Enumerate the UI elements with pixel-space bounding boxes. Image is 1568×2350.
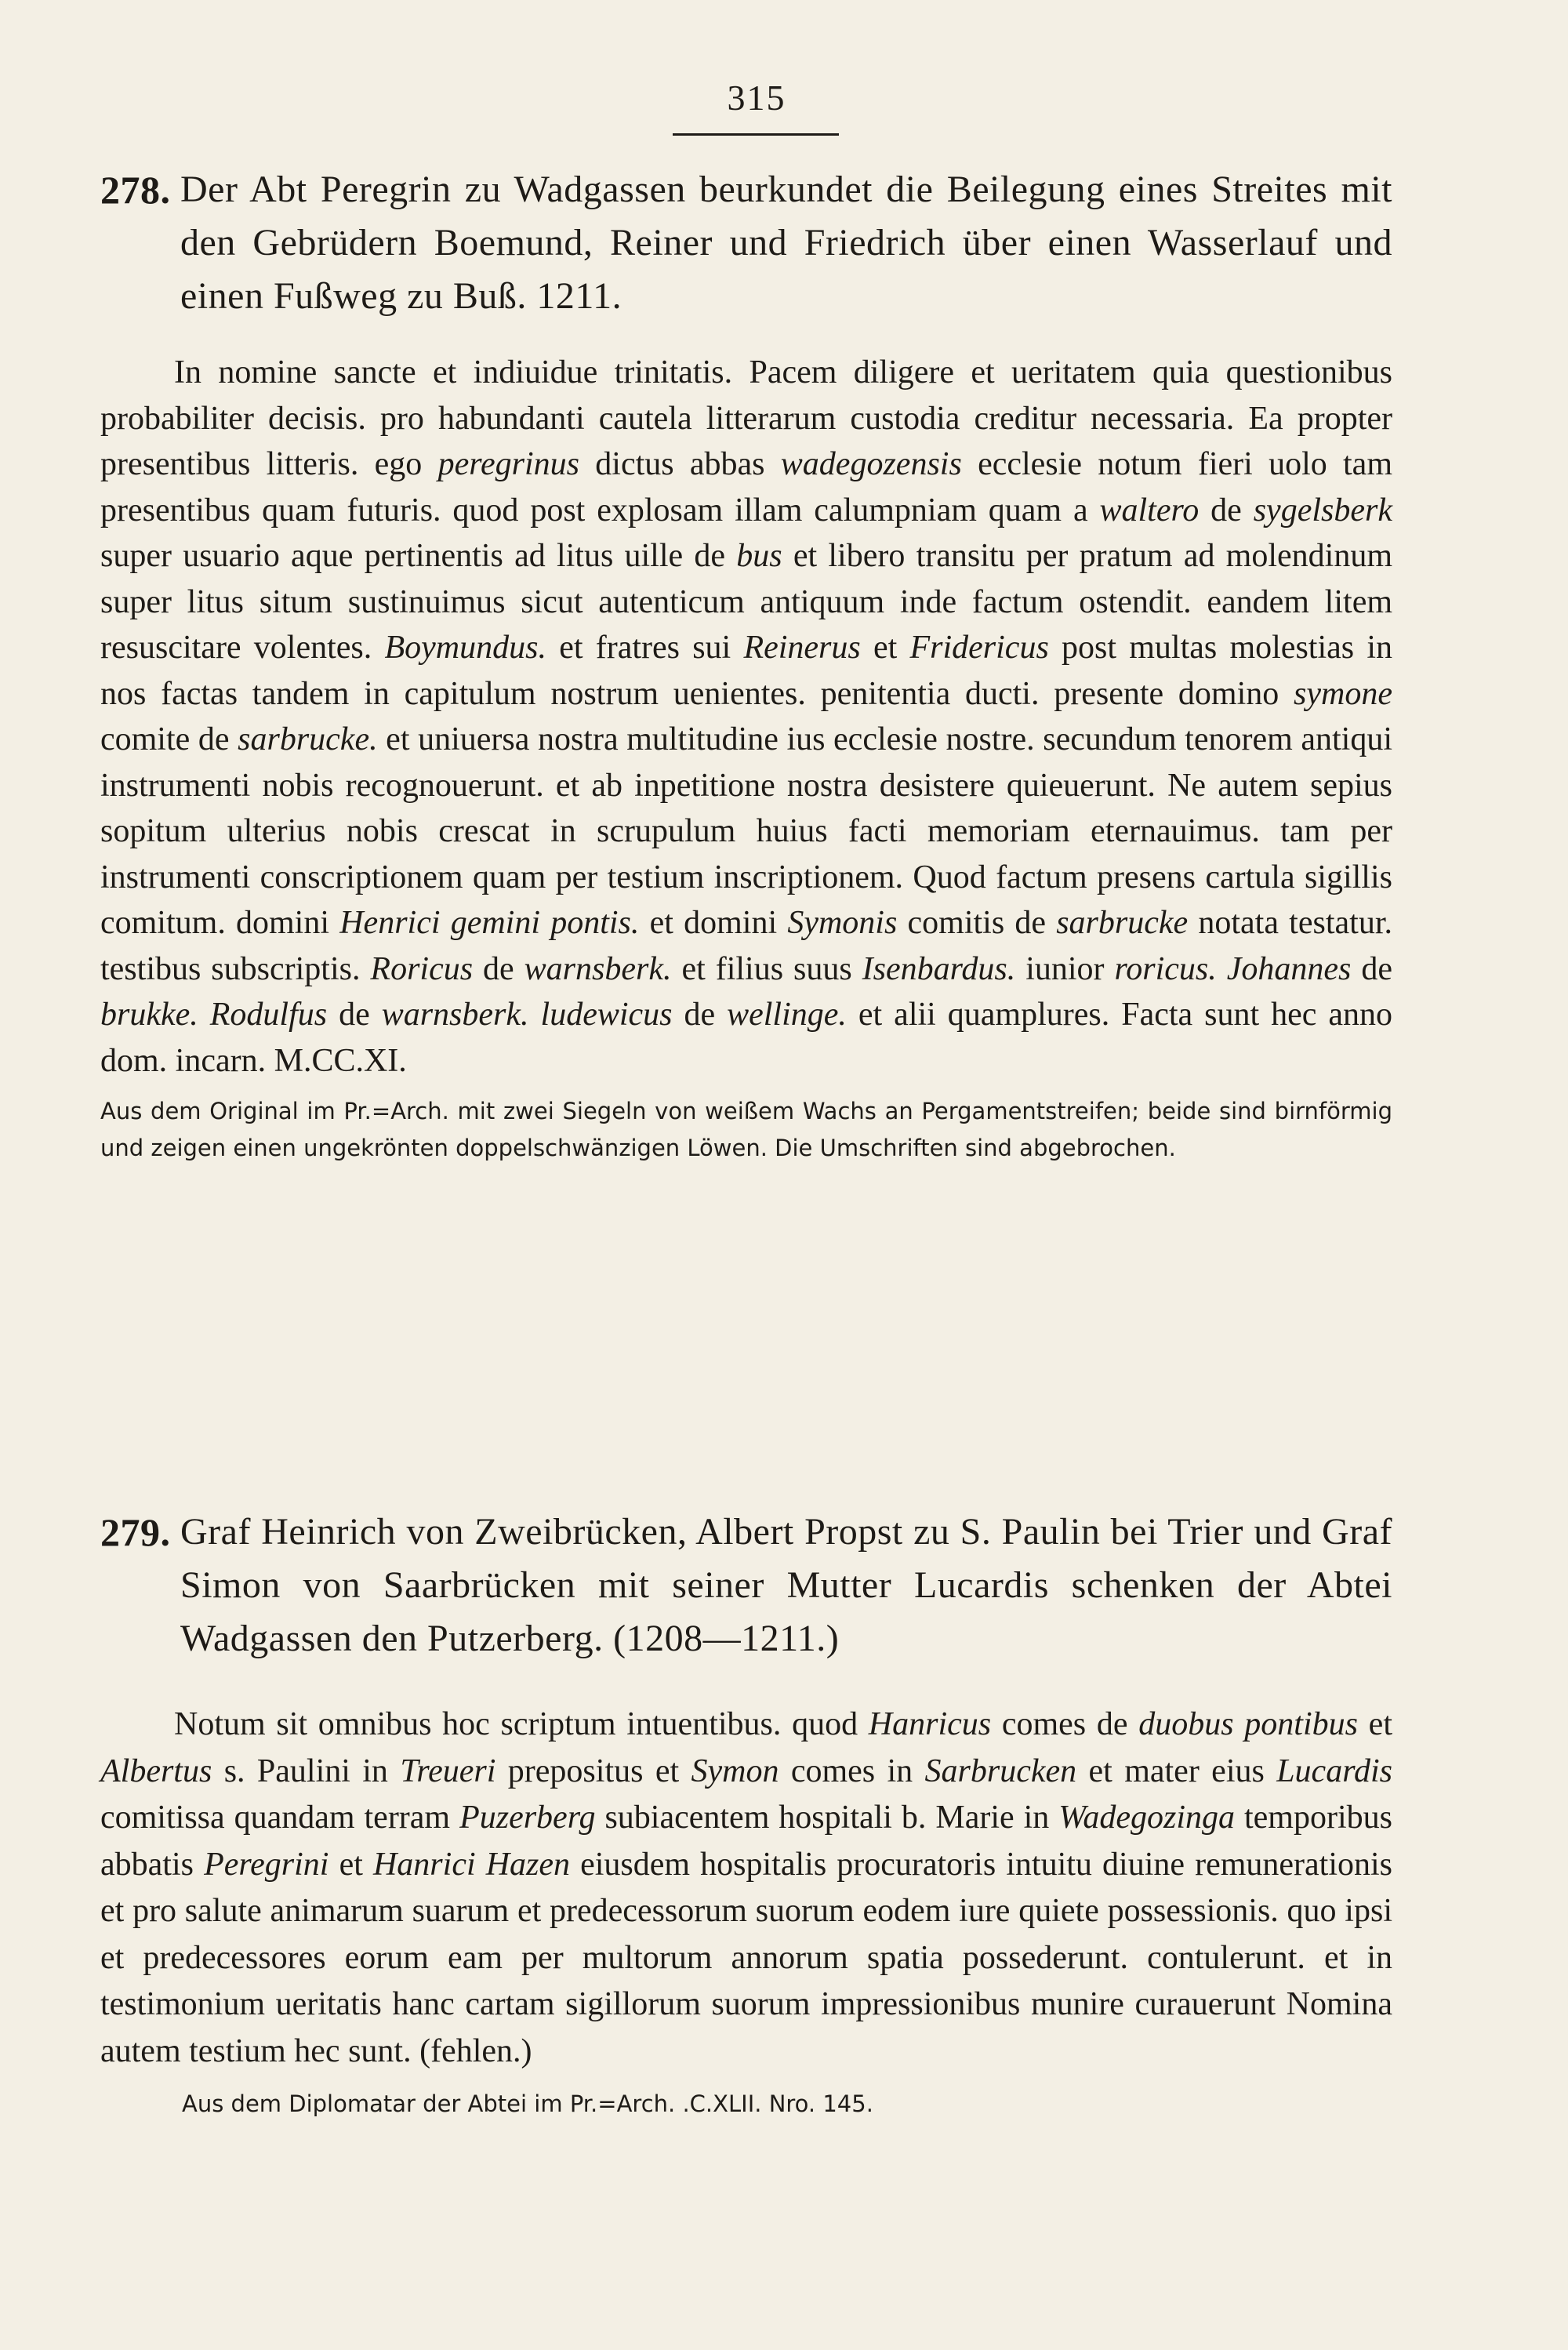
text-run: dictus abbas: [579, 446, 781, 482]
italic-name: sygelsberk: [1253, 492, 1392, 528]
text-run: et domini: [639, 905, 788, 941]
italic-name: Symonis: [787, 905, 898, 941]
text-run: et mater eius: [1076, 1753, 1277, 1789]
source-note: Aus dem Original im Pr.=Arch. mit zwei Siegeln von weißem Wachs an Pergamentstreifen; beide sind birnförmig und zeigen einen ungekrönten doppelschwänzigen Löwen. Die Umschriften sind abgebrochen.: [100, 1098, 1392, 1161]
italic-name: warnsberk.: [381, 997, 529, 1033]
italic-name: Treueri: [400, 1753, 496, 1789]
italic-name: Hanricus: [868, 1706, 992, 1742]
italic-name: Symon: [691, 1753, 779, 1789]
italic-name: Sarbrucken: [924, 1753, 1077, 1789]
text-run: de: [327, 997, 382, 1033]
text-run: et: [860, 630, 910, 666]
italic-name: Wadegozinga: [1058, 1800, 1236, 1836]
text-run: et libero transitu per pratum ad molendinum super litus situm sustinuimus sicut autenticum antiquum inde factum ostendit. eandem litem resuscitare volentes.: [100, 538, 1392, 666]
text-run: super usuario aque pertinentis ad litus uille de: [100, 538, 737, 574]
charter-title: Graf Heinrich von Zweibrücken, Albert Propst zu S. Paulin bei Trier und Graf Simon von Saarbrücken mit seiner Mutter Lucardis schenken der Abtei Wadgassen den Putzerberg. (1208—1211.): [180, 1511, 1392, 1659]
text-run: ecclesie notum fieri uolo tam presentibus quam futuris. quod post explosam illam calumpniam quam a: [100, 446, 1392, 528]
text-run: s. Paulini in: [212, 1753, 401, 1789]
text-run: comitissa quandam terram: [100, 1800, 460, 1836]
text-run: [198, 997, 210, 1033]
charter-heading: [100, 163, 1392, 323]
page-number-rule: [673, 133, 839, 136]
text-run: et fratres sui: [546, 630, 744, 666]
charter-body: [100, 1702, 1392, 2075]
text-run: comitis de: [897, 905, 1057, 941]
text-run: de: [672, 997, 728, 1033]
text-run: post multas molestias in nos factas tandem in capitulum nostrum uenientes. penitentia ducti. presente domino: [100, 630, 1392, 712]
charter-title: Der Abt Peregrin zu Wadgassen beurkundet die Beilegung eines Streites mit den Gebrüdern Boemund, Reiner und Friedrich über einen Wasserlauf und einen Fußweg zu Buß. 1211.: [180, 169, 1392, 317]
text-run: et: [328, 1846, 373, 1883]
text-run: Notum sit omnibus hoc scriptum intuentibus. quod: [174, 1706, 869, 1742]
text-run: iunior: [1015, 950, 1115, 987]
page-number: 315: [727, 78, 786, 118]
italic-name: ludewicus: [540, 997, 673, 1033]
italic-name: roricus.: [1114, 950, 1217, 987]
text-run: et filius suus: [671, 950, 862, 987]
charter-279: [100, 1506, 1392, 2123]
italic-name: duobus pontibus: [1138, 1706, 1358, 1742]
charter-278: [100, 163, 1392, 1167]
text-run: In nomine sancte et indiuidue trinitatis. Pacem diligere et ueritatem quia questionibus probabiliter decisis. pro habundanti cautela litterarum custodia creditur necessaria. Ea propter presentibus litteris. ego: [100, 354, 1392, 482]
italic-name: Isenbardus.: [862, 950, 1016, 987]
charter-text: [100, 1702, 1392, 2075]
charter-heading: [100, 1506, 1392, 1665]
italic-name: Reinerus: [743, 630, 861, 666]
text-run: de: [1351, 950, 1392, 987]
text-run: comes de: [991, 1706, 1139, 1742]
text-run: et: [1357, 1706, 1392, 1742]
italic-name: Roricus: [370, 950, 474, 987]
text-run: et alii quamplures. Facta sunt hec anno dom. incarn. M.CC.XI.: [100, 997, 1393, 1079]
text-run: eiusdem hospitalis procuratoris intuitu diuine remunerationis et pro salute animarum suarum et predecessorum suorum eodem iure quiete possessionis. quo ipsi et predecessores eorum eam per multorum annorum spatia possederunt. contulerunt. et in testimonium ueritatis hanc cartam sigillorum suorum impressionibus munire curauerunt Nomina autem testium hec sunt. (fehlen.): [100, 1846, 1392, 2069]
italic-name: waltero: [1099, 492, 1200, 528]
italic-name: Hanrici Hazen: [372, 1846, 571, 1883]
charter-number: 278.: [100, 168, 171, 212]
source-note: Aus dem Diplomatar der Abtei im Pr.=Arch. .C.XLII. Nro. 145.: [182, 2090, 873, 2117]
text-run: prepositus et: [495, 1753, 691, 1789]
italic-name: bus: [736, 538, 782, 574]
text-run: subiacentem hospitali b. Marie in: [595, 1800, 1059, 1836]
text-run: notata testatur. testibus subscriptis.: [100, 905, 1392, 987]
italic-name: Rodulfus: [209, 997, 328, 1033]
charter-body: [100, 350, 1392, 1084]
italic-name: peregrinus: [437, 446, 580, 482]
text-run: comite de: [100, 721, 238, 757]
charter-text: [100, 350, 1392, 1084]
text-run: [1217, 951, 1227, 987]
italic-name: Albertus: [100, 1753, 212, 1789]
italic-name: Peregrini: [204, 1846, 329, 1883]
italic-name: brukke.: [100, 997, 198, 1033]
italic-name: wellinge.: [727, 997, 847, 1033]
italic-name: Fridericus: [909, 630, 1049, 666]
italic-name: Boymundus.: [384, 630, 546, 666]
italic-name: Lucardis: [1276, 1753, 1393, 1789]
text-run: temporibus abbatis: [100, 1800, 1392, 1883]
italic-name: Henrici gemini pontis.: [339, 905, 640, 941]
italic-name: Johannes: [1226, 950, 1352, 987]
italic-name: warnsberk.: [524, 950, 672, 987]
italic-name: Puzerberg: [459, 1800, 596, 1836]
text-run: de: [1199, 492, 1254, 528]
text-run: comes in: [779, 1753, 925, 1789]
text-run: et uniuersa nostra multitudine ius ecclesie nostre. secundum tenorem antiqui instrumenti nobis recognouerunt. et ab inpetitione nostra desistere quieuerunt. Ne autem sepius sopitum ulterius nobis crescat in scrupulum huius facti memoriam eternauimus. tam per instrumenti conscriptionem quam per testium inscriptionem. Quod factum presens cartula sigillis comitum. domini: [100, 721, 1392, 941]
text-run: de: [473, 950, 524, 987]
italic-name: wadegozensis: [780, 446, 962, 482]
italic-name: symone: [1294, 675, 1392, 712]
italic-name: sarbrucke: [1056, 905, 1189, 941]
italic-name: sarbrucke.: [238, 721, 378, 757]
text-run: [529, 997, 541, 1033]
charter-number: 279.: [100, 1510, 171, 1554]
